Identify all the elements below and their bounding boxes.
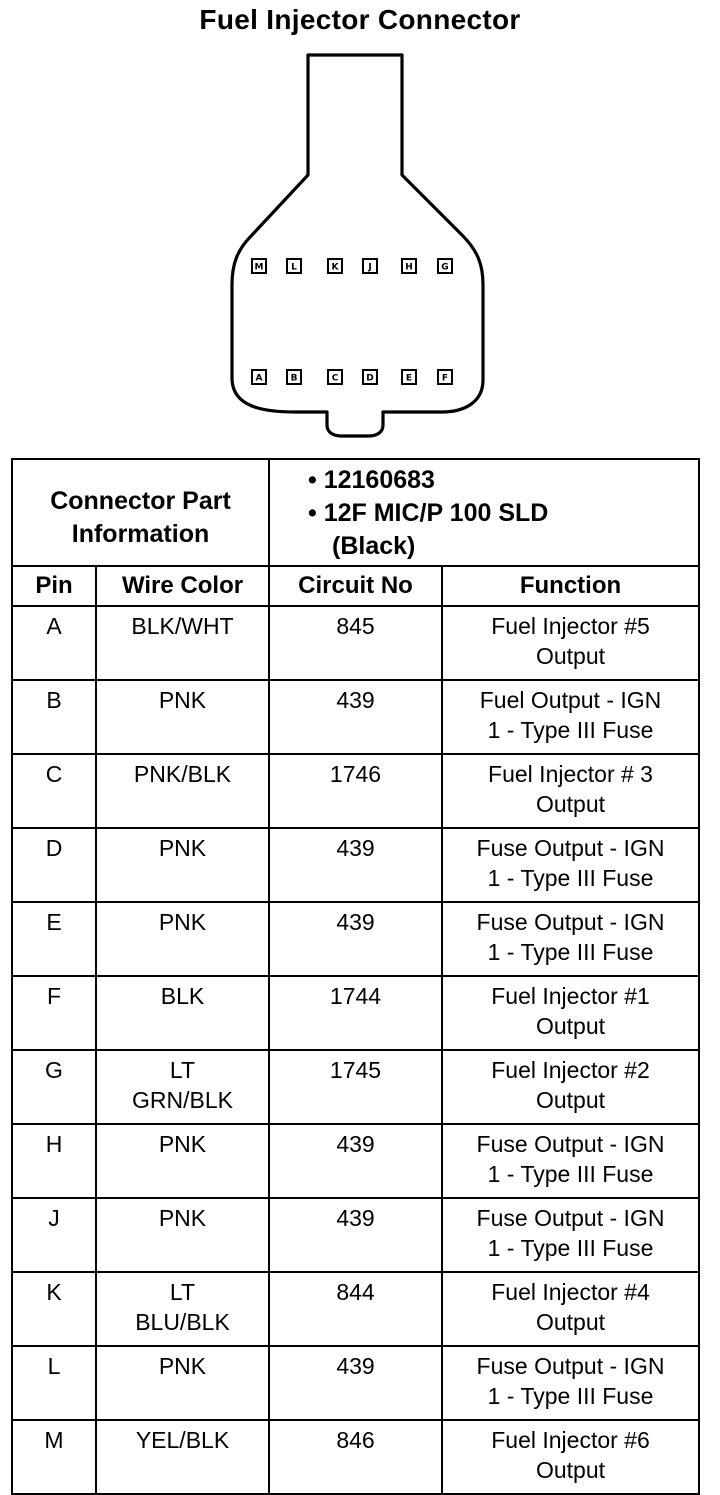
circuit-cell-text: 439 xyxy=(336,1205,375,1231)
wire-color-cell-text: GRN/BLK xyxy=(132,1087,233,1113)
circuit-cell-text: 1744 xyxy=(329,983,382,1009)
function-cell xyxy=(442,902,699,976)
circuit-cell-text: 844 xyxy=(336,1279,375,1305)
function-cell-text: 1 - Type III Fuse xyxy=(487,865,654,891)
pin-cell-text: A xyxy=(46,613,62,639)
column-header-pin: Pin xyxy=(12,566,96,606)
circuit-cell xyxy=(269,680,442,754)
wire-color-cell xyxy=(96,1272,269,1346)
circuit-cell xyxy=(269,1420,442,1494)
function-cell-text: 1 - Type III Fuse xyxy=(487,939,654,965)
part-number: • 12160683 xyxy=(308,466,435,494)
table-row xyxy=(12,754,699,828)
wire-color-cell-text: LT xyxy=(169,1057,196,1083)
wire-color-cell xyxy=(96,1124,269,1198)
function-cell-text: Fuse Output - IGN xyxy=(476,835,665,861)
table-row xyxy=(12,976,699,1050)
table-row xyxy=(12,828,699,902)
function-cell-text: Fuel Injector #4 xyxy=(491,1279,650,1305)
pin-cell xyxy=(12,1420,96,1494)
part-info-values xyxy=(269,459,699,566)
pin-cell xyxy=(12,1050,96,1124)
function-cell-text: Output xyxy=(535,1309,606,1335)
pin-cell xyxy=(12,1346,96,1420)
wire-color-cell xyxy=(96,1346,269,1420)
pin-cell xyxy=(12,680,96,754)
wire-color-cell xyxy=(96,1420,269,1494)
pin-label-m: M xyxy=(254,262,264,273)
pin-cell xyxy=(12,1124,96,1198)
circuit-cell xyxy=(269,902,442,976)
wire-color-cell-text: YEL/BLK xyxy=(135,1427,230,1453)
function-cell xyxy=(442,1050,699,1124)
wire-color-cell-text: PNK xyxy=(158,835,207,861)
pin-cell-text: F xyxy=(46,983,62,1009)
pin-label-h: H xyxy=(405,262,413,273)
wire-color-cell-text: PNK xyxy=(158,1131,207,1157)
circuit-cell xyxy=(269,606,442,680)
function-cell-text: Output xyxy=(535,643,606,669)
function-cell xyxy=(442,1198,699,1272)
pin-cell-text: B xyxy=(46,687,62,713)
function-cell-text: 1 - Type III Fuse xyxy=(487,717,654,743)
pin-cell xyxy=(12,1198,96,1272)
function-cell xyxy=(442,976,699,1050)
page-title: Fuel Injector Connector xyxy=(199,4,521,35)
circuit-cell-text: 1745 xyxy=(329,1057,382,1083)
pin-cell-text: E xyxy=(46,909,62,935)
function-cell xyxy=(442,1124,699,1198)
wire-color-cell-text: PNK xyxy=(158,1205,207,1231)
pin-label-l: L xyxy=(291,262,297,273)
wire-color-cell xyxy=(96,606,269,680)
pin-cell xyxy=(12,828,96,902)
wire-color-cell-text: PNK xyxy=(158,1353,207,1379)
circuit-cell xyxy=(269,754,442,828)
table-row xyxy=(12,902,699,976)
pin-label-c: C xyxy=(331,373,339,384)
part-color: (Black) xyxy=(332,532,416,560)
function-cell-text: 1 - Type III Fuse xyxy=(487,1383,654,1409)
pin-cell xyxy=(12,976,96,1050)
circuit-cell-text: 439 xyxy=(336,1353,375,1379)
function-cell-text: Fuel Injector #1 xyxy=(491,983,650,1009)
column-header-function: Function xyxy=(442,566,699,606)
function-cell-text: Fuel Injector #6 xyxy=(491,1427,650,1453)
table-row xyxy=(12,1420,699,1494)
circuit-cell xyxy=(269,1198,442,1272)
wire-color-cell xyxy=(96,754,269,828)
pin-row-bottom xyxy=(252,370,452,384)
column-header-wire-color: Wire Color xyxy=(96,566,269,606)
pin-cell-text: L xyxy=(47,1353,61,1379)
circuit-cell xyxy=(269,1346,442,1420)
pin-cell xyxy=(12,902,96,976)
function-cell-text: Fuel Injector #2 xyxy=(491,1057,650,1083)
function-cell xyxy=(442,1420,699,1494)
pin-label-d: D xyxy=(366,373,374,384)
column-header-circuit-no: Circuit No xyxy=(269,566,442,606)
part-info-label-line: Information xyxy=(71,519,210,548)
wire-color-cell xyxy=(96,902,269,976)
part-info-row xyxy=(12,459,699,566)
function-cell-text: Output xyxy=(535,1013,606,1039)
function-cell-text: Output xyxy=(535,1087,606,1113)
wire-color-cell-text: PNK/BLK xyxy=(133,761,232,787)
table-body xyxy=(12,606,699,1494)
wire-color-cell xyxy=(96,828,269,902)
table-row xyxy=(12,1124,699,1198)
function-cell xyxy=(442,1272,699,1346)
wire-color-cell-text: LT xyxy=(169,1279,196,1305)
pin-cell-text: G xyxy=(45,1057,63,1083)
table-row xyxy=(12,1272,699,1346)
table-row xyxy=(12,606,699,680)
pin-label-e: E xyxy=(405,373,413,384)
function-cell-text: Output xyxy=(535,791,606,817)
table-row xyxy=(12,1198,699,1272)
function-cell-text: 1 - Type III Fuse xyxy=(487,1161,654,1187)
table-row xyxy=(12,1050,699,1124)
wire-color-cell-text: BLK/WHT xyxy=(131,613,234,639)
pin-cell-text: C xyxy=(45,761,63,787)
pin-cell-text: H xyxy=(45,1131,63,1157)
circuit-cell-text: 1746 xyxy=(329,761,382,787)
wire-color-cell xyxy=(96,680,269,754)
pin-cell-text: K xyxy=(46,1279,62,1305)
circuit-cell xyxy=(269,976,442,1050)
function-cell-text: Fuse Output - IGN xyxy=(476,909,665,935)
function-cell xyxy=(442,680,699,754)
pin-label-j: J xyxy=(368,262,372,273)
pin-cell xyxy=(12,754,96,828)
circuit-cell-text: 439 xyxy=(336,687,375,713)
wire-color-cell xyxy=(96,1050,269,1124)
pin-label-g: G xyxy=(441,262,449,273)
pin-cell-text: M xyxy=(44,1427,64,1453)
circuit-cell xyxy=(269,1124,442,1198)
circuit-cell xyxy=(269,1050,442,1124)
part-info-label-line: Connector Part xyxy=(50,486,231,515)
wire-color-cell-text: PNK xyxy=(158,687,207,713)
pin-cell xyxy=(12,606,96,680)
function-cell-text: Fuel Injector #5 xyxy=(491,613,650,639)
pin-cell-text: D xyxy=(45,835,63,861)
circuit-cell-text: 439 xyxy=(336,835,375,861)
circuit-cell xyxy=(269,828,442,902)
pin-label-f: F xyxy=(441,373,449,384)
table-row xyxy=(12,1346,699,1420)
table-header xyxy=(12,566,699,606)
function-cell-text: Fuse Output - IGN xyxy=(476,1353,665,1379)
connector-diagram xyxy=(0,40,720,440)
circuit-cell-text: 846 xyxy=(336,1427,375,1453)
function-cell xyxy=(442,606,699,680)
function-cell xyxy=(442,1346,699,1420)
function-cell-text: Fuel Output - IGN xyxy=(479,687,662,713)
wire-color-cell xyxy=(96,976,269,1050)
pin-row-top xyxy=(252,259,452,273)
circuit-cell-text: 845 xyxy=(336,613,375,639)
part-info-label xyxy=(12,459,269,566)
circuit-cell xyxy=(269,1272,442,1346)
function-cell-text: Fuse Output - IGN xyxy=(476,1205,665,1231)
circuit-cell-text: 439 xyxy=(336,1131,375,1157)
pin-label-a: A xyxy=(255,373,263,384)
wire-color-cell xyxy=(96,1198,269,1272)
wire-color-cell-text: BLK xyxy=(160,983,205,1009)
function-cell xyxy=(442,754,699,828)
part-description: • 12F MIC/P 100 SLD xyxy=(308,499,549,527)
pin-cell xyxy=(12,1272,96,1346)
function-cell-text: 1 - Type III Fuse xyxy=(487,1235,654,1261)
function-cell xyxy=(442,828,699,902)
pin-label-k: K xyxy=(331,262,339,273)
function-cell-text: Fuse Output - IGN xyxy=(476,1131,665,1157)
pinout-table xyxy=(11,458,700,1495)
wire-color-cell-text: PNK xyxy=(158,909,207,935)
table-row xyxy=(12,680,699,754)
wire-color-cell-text: BLU/BLK xyxy=(135,1309,230,1335)
pin-label-b: B xyxy=(290,373,298,384)
circuit-cell-text: 439 xyxy=(336,909,375,935)
function-cell-text: Output xyxy=(535,1457,606,1483)
pin-cell-text: J xyxy=(48,1205,60,1231)
function-cell-text: Fuel Injector # 3 xyxy=(488,761,653,787)
